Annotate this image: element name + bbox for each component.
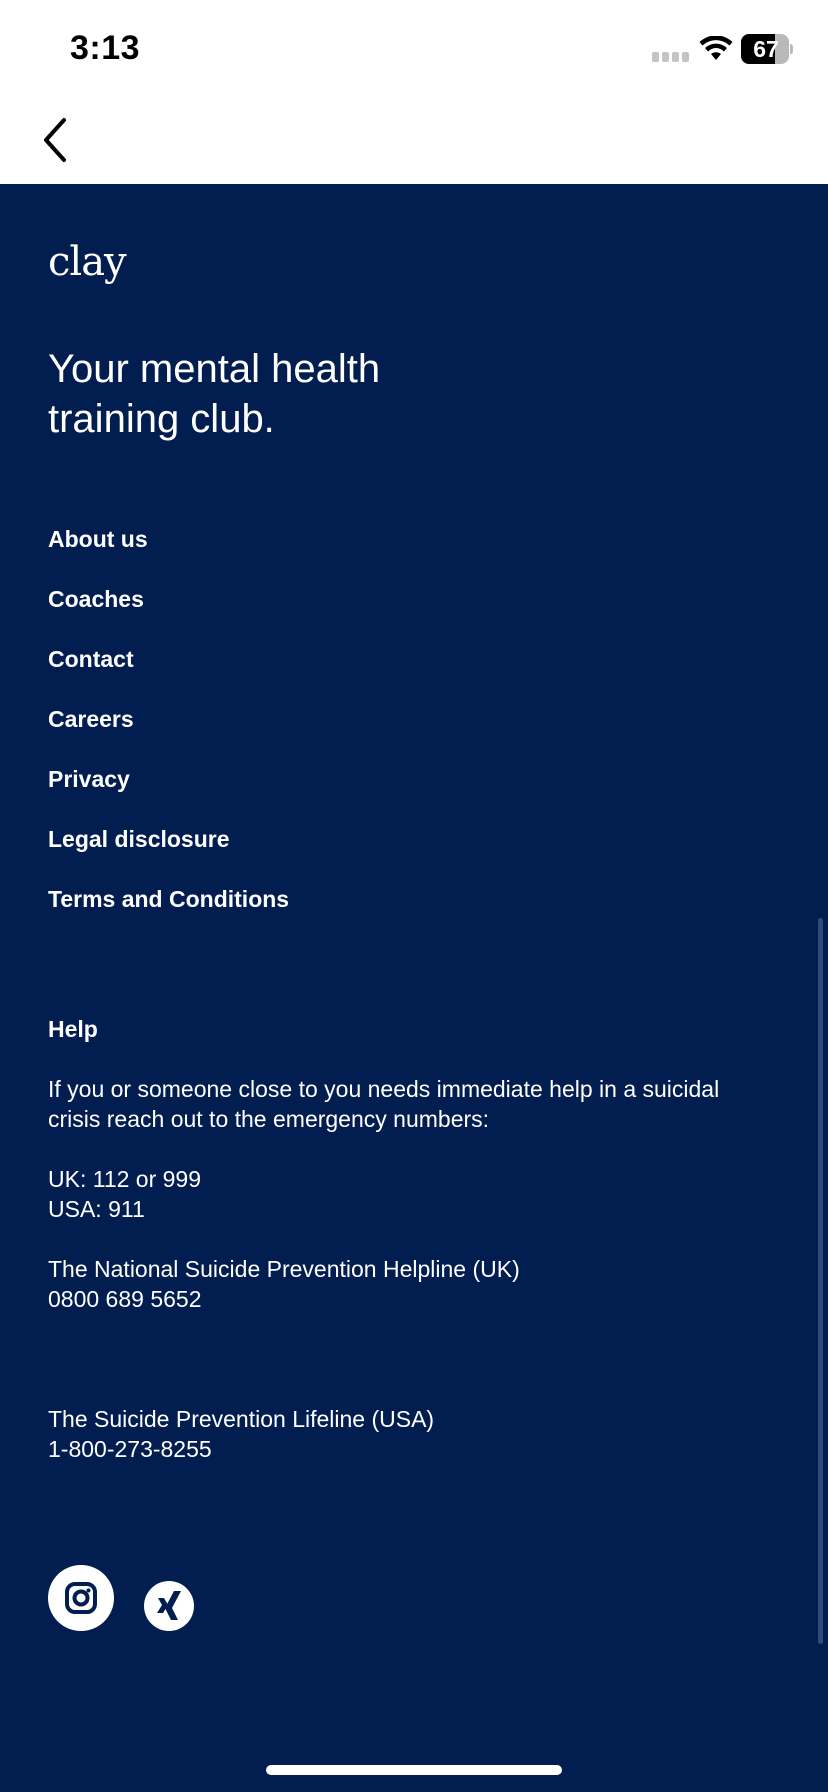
link-about-us[interactable]: About us: [48, 526, 148, 552]
usa-lifeline-number[interactable]: 1-800-273-8255: [48, 1436, 212, 1462]
instagram-button[interactable]: [48, 1565, 114, 1631]
usa-lifeline: [48, 1404, 788, 1464]
signal-icon: [652, 52, 690, 62]
help-heading: Help: [48, 1016, 98, 1042]
home-indicator[interactable]: [266, 1765, 562, 1775]
tagline-line-1: Your mental health: [48, 347, 381, 391]
status-bar: [0, 0, 828, 100]
uk-helpline-number[interactable]: 0800 689 5652: [48, 1286, 202, 1312]
usa-emergency-number[interactable]: USA: 911: [48, 1196, 145, 1222]
clay-logo: clay: [48, 239, 126, 285]
link-coaches[interactable]: Coaches: [48, 586, 144, 612]
link-privacy[interactable]: Privacy: [48, 766, 130, 792]
link-careers[interactable]: Careers: [48, 706, 134, 732]
link-terms-and-conditions[interactable]: Terms and Conditions: [48, 886, 290, 912]
status-time: 3:13: [70, 29, 141, 67]
wifi-icon: [699, 36, 733, 62]
link-legal-disclosure[interactable]: Legal disclosure: [48, 826, 230, 852]
tagline: [48, 344, 468, 444]
help-intro-line-2: crisis reach out to the emergency numbers:: [48, 1106, 490, 1132]
chevron-left-icon: [46, 120, 64, 160]
uk-helpline: [48, 1254, 788, 1314]
scrollbar[interactable]: [818, 918, 823, 1644]
usa-lifeline-name: The Suicide Prevention Lifeline (USA): [48, 1406, 435, 1432]
navigation-bar: [0, 100, 828, 184]
help-intro: [48, 1074, 788, 1134]
tagline-line-2: training club.: [48, 397, 275, 441]
link-contact[interactable]: Contact: [48, 646, 134, 672]
help-intro-line-1: If you or someone close to you needs immediate help in a suicidal: [48, 1076, 720, 1102]
back-button[interactable]: [36, 112, 76, 168]
uk-helpline-name: The National Suicide Prevention Helpline (UK): [48, 1256, 520, 1282]
uk-emergency-number[interactable]: UK: 112 or 999: [48, 1166, 202, 1192]
xing-button[interactable]: [144, 1581, 194, 1631]
battery-level: 67: [753, 36, 779, 62]
instagram-icon: [48, 1565, 114, 1631]
emergency-numbers: [48, 1164, 788, 1224]
xing-icon: [144, 1581, 194, 1631]
